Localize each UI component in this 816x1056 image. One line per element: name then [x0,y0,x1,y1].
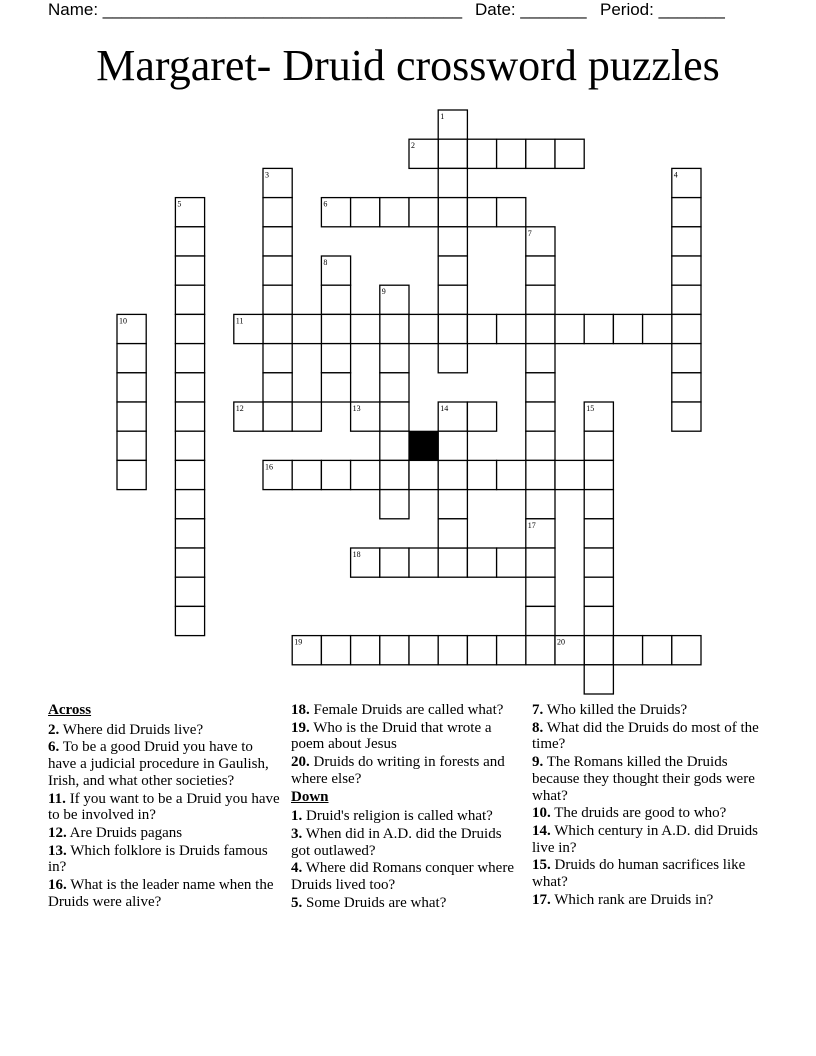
grid-cell[interactable] [175,227,204,256]
grid-cell[interactable] [380,198,409,227]
grid-cell[interactable] [584,665,613,694]
down-clue [532,720,772,753]
clue-text: Druids do human sacrifices like what? [532,857,746,891]
down-clue [532,823,772,856]
clue-number-label: 14. [532,822,551,839]
clue-number: 16 [265,462,273,472]
grid-cell[interactable] [438,256,467,285]
grid-cell[interactable] [292,314,321,343]
grid-cell[interactable] [467,198,496,227]
grid-cell[interactable] [672,285,701,314]
grid-cell[interactable] [117,402,146,431]
grid-cell[interactable] [321,373,350,402]
grid-cell[interactable] [175,606,204,635]
grid-cell[interactable] [584,490,613,519]
grid-cell[interactable] [263,198,292,227]
clue-number: 3 [265,170,269,180]
clue-number-label: 9. [532,754,544,771]
clue-text: The Romans killed the Druids because they thought their gods were what? [532,754,755,804]
grid-cell[interactable] [613,314,642,343]
across-clue [48,739,280,789]
grid-cell[interactable] [438,314,467,343]
grid-cell[interactable] [117,460,146,489]
clue-column-2 [291,702,516,912]
clue-number: 9 [381,287,386,297]
grid-cell[interactable] [467,460,496,489]
grid-cell[interactable] [351,198,380,227]
grid-cell[interactable] [438,636,467,665]
grid-cell[interactable] [497,139,526,168]
clue-number-label: 11. [48,790,66,807]
clue-text: Who is the Druid that wrote a poem about Jesus [291,719,492,753]
clue-number-label: 19. [291,719,310,736]
grid-cell[interactable] [672,256,701,285]
grid-cell[interactable] [438,227,467,256]
grid-cell[interactable] [321,344,350,373]
clue-number-label: 16. [48,877,67,894]
grid-cell[interactable] [672,402,701,431]
grid-cell[interactable] [321,285,350,314]
clue-text: Where did Druids live? [59,721,204,738]
black-square [409,431,438,460]
grid-cell[interactable] [175,285,204,314]
grid-cell[interactable] [438,490,467,519]
grid-cell[interactable] [672,314,701,343]
clue-number: 20 [557,637,565,647]
down-clue [532,892,772,909]
grid-cell[interactable] [175,373,204,402]
grid-cell[interactable] [526,344,555,373]
clue-text: Female Druids are called what? [309,702,504,718]
clue-number-label: 6. [48,739,60,756]
name-field-label[interactable]: Name: ______________________________________ [48,0,463,19]
grid-cell[interactable] [584,636,613,665]
clue-number-label: 4. [291,860,303,877]
clue-number: 13 [352,404,361,413]
clue-number: 2 [411,141,415,151]
grid-cell[interactable] [175,519,204,548]
grid-cell[interactable] [467,139,496,168]
clue-number: 14 [440,404,449,413]
grid-cell[interactable] [380,373,409,402]
clue-number: 4 [673,170,678,180]
grid-cell[interactable] [643,636,672,665]
down-clue [532,857,772,890]
grid-cell[interactable] [175,431,204,460]
clue-number: 5 [177,199,182,209]
clue-text: Which century in A.D. did Druids live in? [532,822,758,856]
date-field-label[interactable]: Date: _______ [475,0,587,19]
clue-text: What is the leader name when the Druids were alive? [48,877,274,910]
across-clue [291,754,516,787]
down-heading: Down [291,788,329,805]
grid-cell[interactable] [555,314,584,343]
grid-cell[interactable] [526,139,555,168]
down-clue [532,805,772,822]
grid-cell[interactable] [497,198,526,227]
grid-cell[interactable] [467,402,496,431]
grid-cell[interactable] [584,548,613,577]
grid-cell[interactable] [175,490,204,519]
down-clue [291,808,516,825]
grid-cell[interactable] [438,460,467,489]
clue-text: To be a good Druid you have to have a judicial procedure in Gaulish, Irish, and what other societies? [48,739,269,789]
grid-cell[interactable] [467,314,496,343]
grid-cell[interactable] [409,198,438,227]
grid-cell[interactable] [467,548,496,577]
across-clue [291,702,516,719]
clue-column-1 [48,702,280,911]
grid-cell[interactable] [526,431,555,460]
grid-cell[interactable] [175,256,204,285]
clue-number: 18 [352,550,361,559]
clue-text: Druid's religion is called what? [302,808,493,825]
grid-cell[interactable] [321,460,350,489]
across-clue [48,843,280,876]
grid-cell[interactable] [175,548,204,577]
grid-cell[interactable] [555,460,584,489]
grid-cell[interactable] [497,314,526,343]
grid-cell[interactable] [263,314,292,343]
grid-cell[interactable] [467,636,496,665]
clue-column-3 [532,702,772,909]
grid-cell[interactable] [672,227,701,256]
grid-cell[interactable] [672,636,701,665]
clue-number: 19 [294,637,303,647]
grid-cell[interactable] [643,314,672,343]
grid-cell[interactable] [438,139,467,168]
grid-cell[interactable] [263,402,292,431]
grid-cell[interactable] [526,577,555,606]
grid-cell[interactable] [438,198,467,227]
grid-cell[interactable] [380,431,409,460]
clue-number-label: 7. [532,702,544,718]
grid-cell[interactable] [584,577,613,606]
clue-text: Some Druids are what? [302,894,447,911]
grid-cell[interactable] [438,548,467,577]
clue-text: Who killed the Druids? [543,702,688,718]
across-clue [48,791,280,824]
grid-cell[interactable] [497,636,526,665]
across-clue [48,877,280,910]
grid-cell[interactable] [351,636,380,665]
grid-cell[interactable] [526,402,555,431]
clue-number-label: 10. [532,805,551,822]
across-clue [48,722,280,739]
grid-cell[interactable] [526,460,555,489]
clue-number: 7 [527,228,532,238]
down-clue [291,860,516,893]
down-clue [291,895,516,912]
clue-number-label: 3. [291,825,303,842]
grid-cell[interactable] [438,285,467,314]
clue-number: 15 [586,404,595,413]
grid-cell[interactable] [175,577,204,606]
grid-cell[interactable] [409,548,438,577]
grid-cell[interactable] [584,606,613,635]
grid-cell[interactable] [526,373,555,402]
grid-cell[interactable] [380,548,409,577]
period-field-label[interactable]: Period: _______ [600,0,725,19]
clue-number: 11 [235,316,244,326]
grid-cell[interactable] [584,431,613,460]
down-clue [532,754,772,804]
grid-cell[interactable] [117,344,146,373]
grid-cell[interactable] [438,431,467,460]
grid-cell[interactable] [292,402,321,431]
grid-cell[interactable] [175,314,204,343]
grid-cell[interactable] [263,285,292,314]
page-title: Margaret- Druid crossword puzzles [96,41,720,90]
grid-cell[interactable] [584,519,613,548]
clue-number: 6 [323,199,328,209]
grid-cell[interactable] [351,314,380,343]
grid-cell[interactable] [117,431,146,460]
grid-cell[interactable] [438,519,467,548]
grid-cell[interactable] [672,344,701,373]
grid-cell[interactable] [497,548,526,577]
grid-cell[interactable] [526,548,555,577]
grid-cell[interactable] [438,168,467,197]
grid-cell[interactable] [672,373,701,402]
clue-number-label: 15. [532,857,551,874]
grid-cell[interactable] [117,373,146,402]
clue-number: 10 [119,316,127,326]
clue-text: If you want to be a Druid you have to be involved in? [48,790,280,824]
grid-cell[interactable] [438,344,467,373]
grid-cell[interactable] [526,314,555,343]
grid-cell[interactable] [526,285,555,314]
grid-cell[interactable] [321,314,350,343]
grid-cell[interactable] [672,198,701,227]
clue-number: 8 [323,258,328,267]
grid-cell[interactable] [526,606,555,635]
grid-cell[interactable] [321,636,350,665]
clue-number-label: 20. [291,754,310,771]
clue-text: Where did Romans conquer where Druids lived too? [291,860,514,894]
clue-text: Which folklore is Druids famous in? [48,842,268,876]
across-heading: Across [48,702,92,718]
grid-cell[interactable] [380,402,409,431]
grid-cell[interactable] [497,460,526,489]
grid-cell[interactable] [409,314,438,343]
grid-cell[interactable] [584,314,613,343]
grid-cell[interactable] [175,402,204,431]
down-clue [532,702,772,719]
down-clue [291,826,516,859]
grid-cell[interactable] [380,460,409,489]
clue-number-label: 12. [48,824,67,841]
grid-cell[interactable] [584,460,613,489]
grid-cell[interactable] [263,256,292,285]
grid-cell[interactable] [380,636,409,665]
grid-cell[interactable] [175,344,204,373]
clue-text: The druids are good to who? [550,805,727,822]
grid-cell[interactable] [409,636,438,665]
clue-text: Are Druids pagans [66,824,183,841]
grid-cell[interactable] [292,460,321,489]
across-clue [48,825,280,842]
grid-cell[interactable] [526,256,555,285]
clue-number-label: 1. [291,808,303,825]
grid-cell[interactable] [526,636,555,665]
grid-cell[interactable] [263,227,292,256]
grid-cell[interactable] [380,314,409,343]
clue-number-label: 8. [532,719,544,736]
grid-cell[interactable] [263,373,292,402]
grid-cell[interactable] [409,460,438,489]
grid-cell[interactable] [613,636,642,665]
grid-cell[interactable] [263,344,292,373]
clue-text: When did in A.D. did the Druids got outlawed? [291,825,502,859]
across-clue [291,720,516,753]
grid-cell[interactable] [351,460,380,489]
grid-cell[interactable] [380,344,409,373]
clue-number-label: 13. [48,842,67,859]
grid-cell[interactable] [555,139,584,168]
clue-number: 12 [235,404,244,413]
grid-cell[interactable] [175,460,204,489]
clue-number-label: 2. [48,721,60,738]
clue-text: Which rank are Druids in? [550,891,714,908]
clue-number: 1 [440,112,445,121]
clue-number-label: 17. [532,891,551,908]
grid-cell[interactable] [526,490,555,519]
clue-text: What did the Druids do most of the time? [532,719,759,753]
clue-number-label: 5. [291,894,303,911]
grid-cell[interactable] [380,490,409,519]
clue-text: Druids do writing in forests and where else? [291,754,505,787]
clue-number: 17 [527,520,536,530]
clue-number-label: 18. [291,702,310,718]
